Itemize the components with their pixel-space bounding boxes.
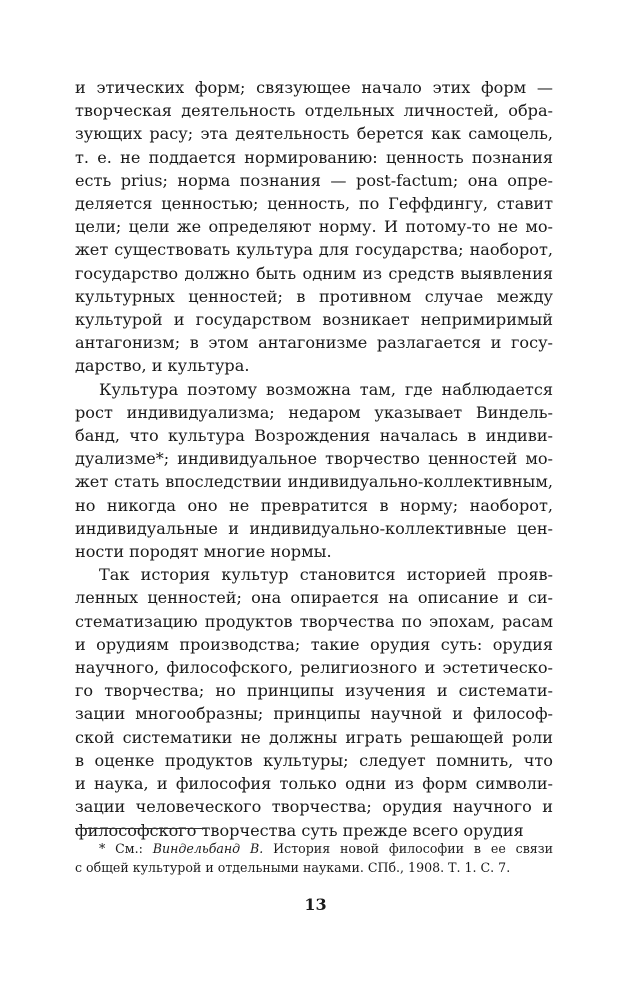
footnote-line-2: с общей культурой и отдельными науками. СПб., 1908. Т. 1. С. 7. xyxy=(75,859,511,875)
text-line: в оценке продуктов культуры; следует помнить, что xyxy=(75,750,553,770)
text-line: Так история культур становится историей прояв- xyxy=(99,565,553,585)
footnote-author: Виндельбанд В. xyxy=(152,841,264,856)
text-line: зации человеческого творчества; орудия научного и xyxy=(75,797,553,817)
page-number: 13 xyxy=(304,895,327,914)
text-line: антагонизм; в этом антагонизме разлагается и госу- xyxy=(75,333,553,353)
text-line: философского творчества суть прежде всего орудия xyxy=(75,820,524,840)
paragraph xyxy=(75,563,553,841)
text-line: и наука, и философия только одни из форм символи- xyxy=(75,774,553,794)
text-line: го творчества; но принципы изучения и системати- xyxy=(75,681,553,701)
text-line: научного, философского, религиозного и эстетическо- xyxy=(75,658,553,678)
text-line: жет существовать культура для государства; наоборот, xyxy=(75,240,553,260)
text-line: стематизацию продуктов творчества по эпохам, расам xyxy=(75,611,553,631)
text-line: цели; цели же определяют норму. И потому-то не мо- xyxy=(75,217,553,237)
footnote-divider xyxy=(75,828,205,829)
text-line: ленных ценностей; она опирается на описание и си- xyxy=(75,588,553,608)
text-line: культурных ценностей; в противном случае между xyxy=(75,286,553,306)
text-line: и этических форм; связующее начало этих форм — xyxy=(75,78,553,97)
footnote xyxy=(75,840,553,877)
footnote-line-1 xyxy=(75,840,553,859)
text-line: культурой и государством возникает непримиримый xyxy=(75,310,553,330)
text-line: дарство, и культура. xyxy=(75,356,250,376)
text-line: есть prius; норма познания — post-factum; она опре- xyxy=(75,170,553,190)
text-line: индивидуальные и индивидуально-коллективные цен- xyxy=(75,518,553,538)
text-line: зующих расу; эта деятельность берется как самоцель, xyxy=(75,124,553,144)
text-line: дуализме*; индивидуальное творчество ценностей мо- xyxy=(75,449,553,469)
text-line: но никогда оно не превратится в норму; наоборот, xyxy=(75,495,553,515)
text-line: т. е. не поддается нормированию: ценность познания xyxy=(75,147,553,167)
text-line: деляется ценностью; ценность, по Геффдингу, ставит xyxy=(75,194,553,214)
text-line: рост индивидуализма; недаром указывает Виндель- xyxy=(75,402,553,422)
text-line: ской систематики не должны играть решающей роли xyxy=(75,727,553,747)
text-line: жет стать впоследствии индивидуально-коллективным, xyxy=(75,472,553,492)
paragraph xyxy=(75,76,553,378)
text-line: банд, что культура Возрождения началась в индиви- xyxy=(75,426,553,446)
text-line: Культура поэтому возможна там, где наблюдается xyxy=(99,379,553,399)
main-text xyxy=(75,76,553,842)
text-line: государство должно быть одним из средств выявления xyxy=(75,263,553,283)
text-line: зации многообразны; принципы научной и философ- xyxy=(75,704,553,724)
footnote-marker: * См.: xyxy=(99,841,153,856)
paragraph xyxy=(75,378,553,564)
footnote-text-1: История новой философии в ее связи xyxy=(263,841,553,856)
text-line: творческая деятельность отдельных личностей, обра- xyxy=(75,101,553,121)
text-line: и орудиям производства; такие орудия суть: орудия xyxy=(75,634,553,654)
text-line: ности породят многие нормы. xyxy=(75,542,332,562)
